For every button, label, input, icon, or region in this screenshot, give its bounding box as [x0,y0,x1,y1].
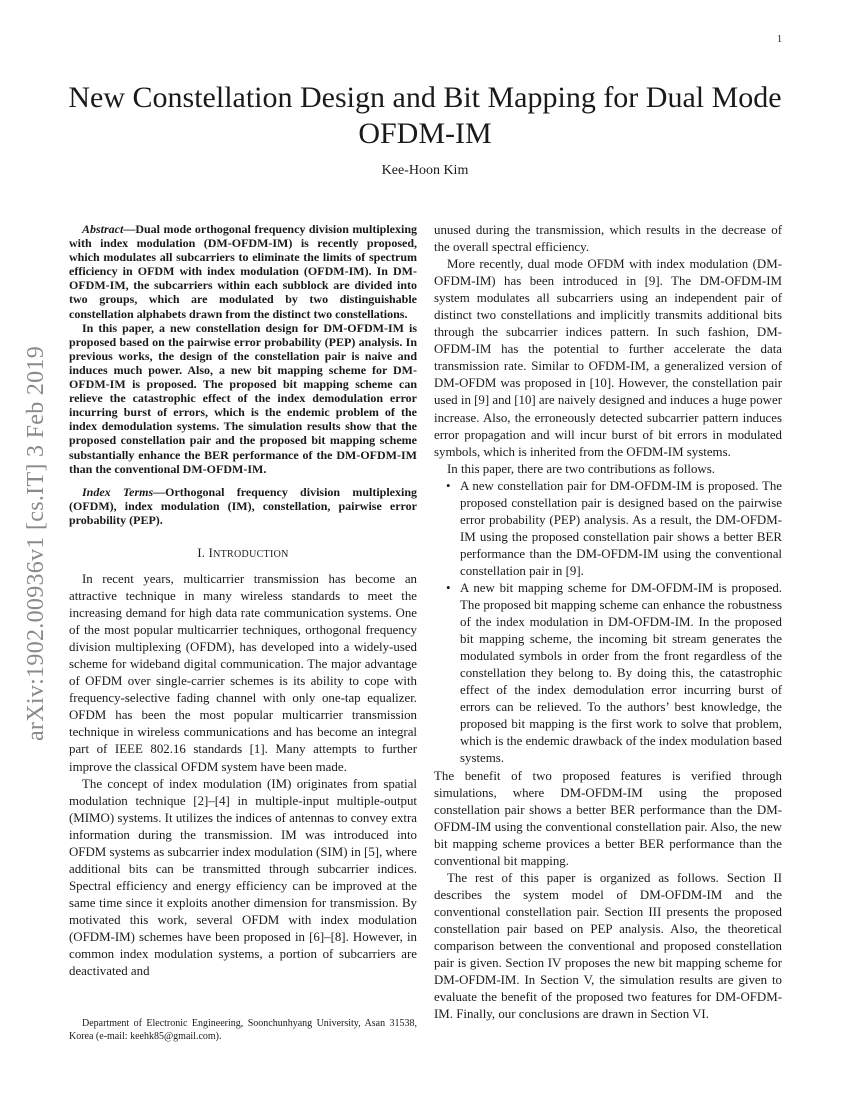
index-terms-text: —Orthogonal frequency division multiplexing (OFDM), index modulation (IM), constellation, pairwise error probability (PEP). [69,484,417,527]
intro-paragraph-1: In recent years, multicarrier transmission has become an attractive technique in many wireless standards to meet the increasing demand for high data rate communication systems. One of the most popular multicarrier techniques, orthogonal frequency division multiplexing (OFDM), has developed into a widely-used scheme for wideband digital communication. The major advantage of OFDM over single-carrier schemes is its ability to cope with frequency-selective fading channel with only one-tap equalizer. OFDM has been the most popular multicarrier transmission technique in wireless communications and has become an integral part of IEEE 802.16 standards [1]. Many attempts to further improve the classical OFDM system have been made. [69,572,417,774]
contributions-list [434,478,782,768]
arxiv-stamp [8,298,66,788]
dm-ofdm-im-paragraph: More recently, dual mode OFDM with index modulation (DM-OFDM-IM) has been introduced in [9]. The DM-OFDM-IM system modulates all subcarriers using an independent pair of distinct two constellations and implicitly transmits additional bits through the subcarrier indices pattern. In such fashion, DM-OFDM-IM has the potential to further accelerate the data transmission rate. Similar to OFDM-IM, a generalized version of DM-OFDM was proposed in [10]. However, the constellation pair used in [9] and [10] are naively designed and induces a huge power increase. Also, the erroneously detected subcarrier pattern induces error propagation and will incur burst of bit errors in modulated symbols, which is inherited from the OFDM-IM systems. [434,257,782,459]
contributions-intro: In this paper, there are two contributions as follows. [447,461,715,476]
abstract-label: Abstract [82,222,124,236]
abstract-text-1: —Dual mode orthogonal frequency division multiplexing with index modulation (DM-OFDM-IM) is recently proposed, which modulates all subcarriers to eliminate the limits of spectrum efficiency in OFDM with index modulation (OFDM-IM). In DM-OFDM-IM, the subcarriers within each subblock are divided into two groups, which are modulated by two distinguishable constellation alphabets drawn from the distinct two constellations. [69,222,417,321]
continuation-paragraph: unused during the transmission, which results in the decrease of the overall spectral efficiency. [434,223,782,255]
left-column [69,222,417,980]
index-terms [69,485,417,527]
abstract-paragraph-2: In this paper, a new constellation design for DM-OFDM-IM is proposed based on the pairwise error probability (PEP) analysis. In previous works, the design of the constellation pair is naive and induces much power. Also, a new bit mapping scheme for DM-OFDM-IM is proposed. The proposed bit mapping scheme can relieve the catastrophic effect of the index demodulation error incurring burst of errors, which is the endemic problem of the index demodulation systems. The simulation results show that the proposed constellation pair and the proposed bit mapping scheme substantially enhance the BER performance of the DM-OFDM-IM than the conventional DM-OFDM-IM. [69,320,417,476]
list-item: • A new bit mapping scheme for DM-OFDM-IM is proposed. The proposed bit mapping scheme can enhance the robustness of the index modulation in DM-OFDM-IM. In the proposed bit mapping scheme, the incoming bit stream generates the modulated symbols in order from the front regardless of the constellation they belong to. By doing this, the catastrophic effect of the index demodulation error incurring burst of errors can be relieved. To the authors’ best knowledge, the proposed bit mapping is the first work to solve that problem, which is the endemic drawback of the index modulation based systems. [460,580,782,768]
abstract [69,222,417,527]
arxiv-stamp-text: arXiv:1902.00936v1 [cs.IT] 3 Feb 2019 [23,345,50,741]
section-heading-introduction: I. INTRODUCTION [197,545,289,560]
list-item: • A new constellation pair for DM-OFDM-IM is proposed. The proposed constellation pair is designed based on the pairwise error probability (PEP) analysis. As a result, the DM-OFDM-IM using the proposed constellation pair shows a better BER performance than the DM-OFDM-IM using the conventional constellation pair in [9]. [460,478,782,580]
index-terms-label: Index Terms [82,484,154,499]
intro-paragraph-2: The concept of index modulation (IM) originates from spatial modulation technique [2]–[4] in multiple-input multiple-output (MIMO) systems. It utilizes the indices of antennas to convey extra information during the transmission. IM was introduced into OFDM systems as subcarrier index modulation (SIM) in [5], where additional bits can be transmitted through subcarrier indices. Spectral efficiency and energy efficiency can be improved at the same time since it exploits another dimension for transmission. By motivated this work, several OFDM with index modulation (OFDM-IM) schemes have been proposed in [6]–[8]. However, in common index modulation systems, a portion of subcarriers are deactivated and [69,776,417,979]
organization-paragraph: The rest of this paper is organized as follows. Section II describes the system model of DM-OFDM-IM and the conventional constellation pair. Section III presents the proposed constellation pair based on PEP analysis. Also, the theoretical comparison between the conventional and proposed constellation pair is given. Section IV proposes the new bit mapping scheme for DM-OFDM-IM. In Section V, the simulation results are given to evaluate the benefit of the proposed two features for DM-OFDM-IM. Finally, our conclusions are drawn in Section VI. [434,870,782,1022]
right-column [434,222,782,1023]
page-number: 1 [777,34,782,45]
benefit-paragraph: The benefit of two proposed features is verified through simulations, where DM-OFDM-IM using the proposed constellation pair shows a better BER performance than the DM-OFDM-IM using the conventional constellation pair. Also, the new bit mapping scheme provices a better BER performance than the conventional bit mapping. [434,768,782,868]
affiliation-footnote: Department of Electronic Engineering, Soonchunhyang University, Asan 31538, Korea (e-mail: keehk85@gmail.com). [69,1018,417,1042]
author-name: Kee-Hoon Kim [381,163,469,178]
abstract-paragraph-1 [69,222,417,321]
paper-title: New Constellation Design and Bit Mapping for Dual Mode OFDM-IM [68,81,782,150]
